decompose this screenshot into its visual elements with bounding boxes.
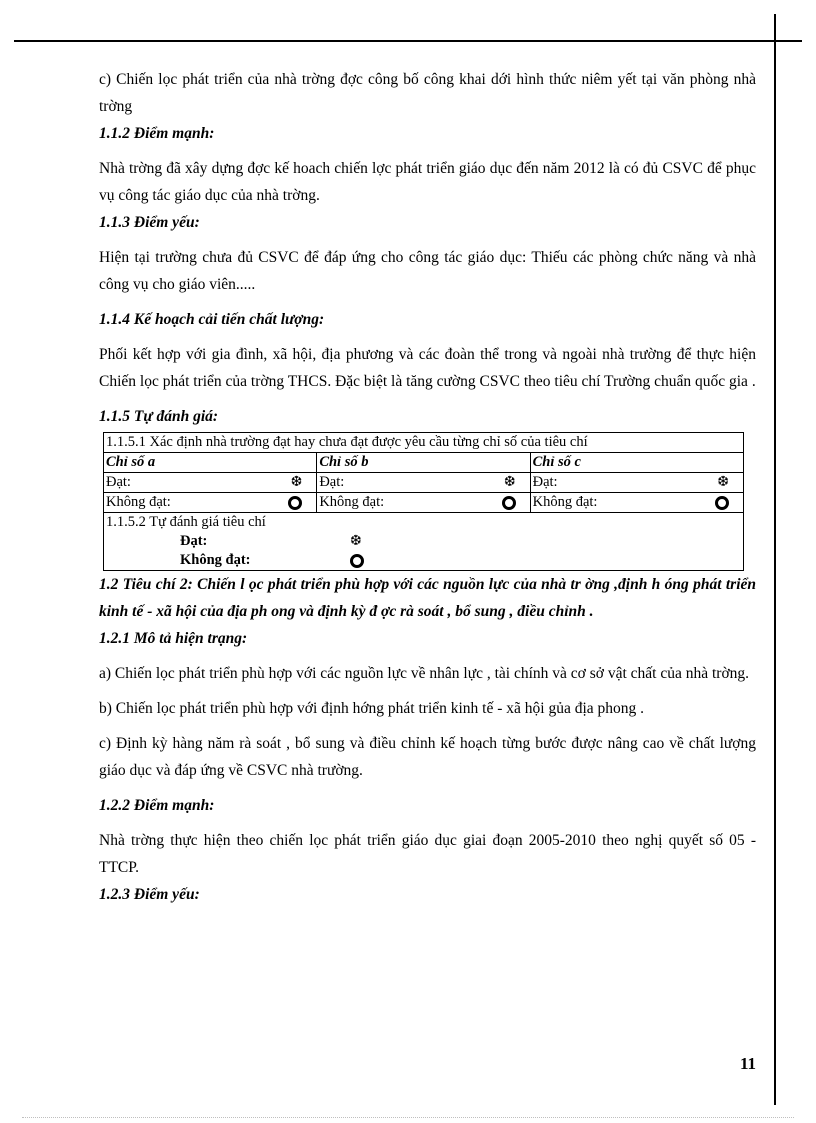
dat-mark-a: ❆ xyxy=(290,475,303,490)
ring-icon xyxy=(350,554,364,568)
dat-label-a: Đạt: xyxy=(104,473,241,493)
heading-1-2: 1.2 Tiêu chí 2: Chiến l ọc phát triển phù hợp với các nguồn lực của nhà tr ờng ,định h óng phát triển kinh tế - xã hội của địa ph ong và định kỳ đ ợc rà soát , bổ sung , điều chỉnh . xyxy=(99,576,756,620)
page-number: 11 xyxy=(739,1054,756,1073)
dat-label-c: Đạt: xyxy=(530,473,667,493)
paragraph-1-1-2: Nhà trờng đã xây dựng đợc kế hoach chiến lợc phát triển giáo dục đến năm 2012 là có đủ CSVC để phục vụ công tác giáo dục của nhà trờng. xyxy=(99,160,756,204)
dat-mark-b: ❆ xyxy=(503,475,516,490)
heading-1-1-5: 1.1.5 Tự đánh giá: xyxy=(99,408,219,425)
paragraph-1-1-4: Phối kết hợp với gia đình, xã hội, địa phương và các đoàn thể trong và ngoài nhà trường để thực hiện Chiến lọc phát triển của trờng THCS. Đặc biệt là tăng cường CSVC theo tiêu chí Trường chuẩn quốc gia . xyxy=(99,346,756,390)
ring-icon xyxy=(715,496,729,510)
snowflake-icon: ❆ xyxy=(350,534,362,549)
document-content xyxy=(99,56,756,908)
dat-label-b: Đạt: xyxy=(317,473,454,493)
heading-1-1-2: 1.1.2 Điểm mạnh: xyxy=(99,125,215,142)
paragraph-1-2-1-c: c) Định kỳ hàng năm rà soát , bổ sung và điều chỉnh kế hoạch từng bước được nâng cao về chất lượng giáo dục và đáp ứng về CSVC nhà trường. xyxy=(99,735,756,779)
heading-1-1-3: 1.1.3 Điểm yếu: xyxy=(99,214,200,231)
paragraph-1-2-1-b: b) Chiến lọc phát triển phù hợp với định hớng phát triển kinh tế - xã hội gủa địa phong . xyxy=(99,700,645,717)
criteria-title: 1.1.5.2 Tự đánh giá tiêu chí xyxy=(104,513,744,533)
khong-dat-label-c: Không đạt: xyxy=(530,493,667,513)
heading-1-2-2: 1.2.2 Điểm mạnh: xyxy=(99,797,215,814)
ring-icon xyxy=(502,496,516,510)
paragraph-1-1-3: Hiện tại trường chưa đủ CSVC để đáp ứng cho công tác giáo dục: Thiếu các phòng chức năng và nhà công vụ cho giáo viên..... xyxy=(99,249,756,293)
khong-dat-label-a: Không đạt: xyxy=(104,493,241,513)
page-border-right xyxy=(774,14,802,1105)
criteria-dat-label: Đạt: xyxy=(180,533,208,549)
paragraph-1-2-2: Nhà trờng thực hiện theo chiến lọc phát triển giáo dục giai đoạn 2005-2010 theo nghị quyết số 05 - TTCP. xyxy=(99,832,756,876)
page-border-top xyxy=(14,14,802,42)
table-title: 1.1.5.1 Xác định nhà trường đạt hay chưa đạt được yêu cầu từng chỉ số của tiêu chí xyxy=(104,433,744,453)
column-header-b: Chỉ số b xyxy=(317,453,530,473)
self-assessment-table xyxy=(103,432,744,571)
page-bottom-divider xyxy=(22,1117,794,1118)
khong-dat-label-b: Không đạt: xyxy=(317,493,454,513)
heading-1-1-4: 1.1.4 Kế hoạch cải tiến chất lượng: xyxy=(99,311,325,328)
paragraph-1-2-1-a: a) Chiến lọc phát triển phù hợp với các nguồn lực về nhân lực , tài chính và cơ sở vật chất của nhà trờng. xyxy=(99,665,750,682)
heading-1-2-1: 1.2.1 Mô tả hiện trạng: xyxy=(99,630,248,647)
snowflake-icon xyxy=(240,473,317,493)
snowflake-icon xyxy=(667,473,744,493)
heading-1-2-3: 1.2.3 Điểm yếu: xyxy=(99,886,200,903)
column-header-c: Chỉ số c xyxy=(530,453,743,473)
column-header-a: Chỉ số a xyxy=(104,453,317,473)
criteria-khong-dat-label: Không đạt: xyxy=(180,552,251,568)
snowflake-icon xyxy=(454,473,531,493)
dat-mark-c: ❆ xyxy=(717,475,729,490)
paragraph-1-1-c: c) Chiến lọc phát triển của nhà trờng đợc công bố công khai dới hình thức niêm yết tại văn phòng nhà trờng xyxy=(99,71,756,115)
ring-icon xyxy=(288,496,302,510)
